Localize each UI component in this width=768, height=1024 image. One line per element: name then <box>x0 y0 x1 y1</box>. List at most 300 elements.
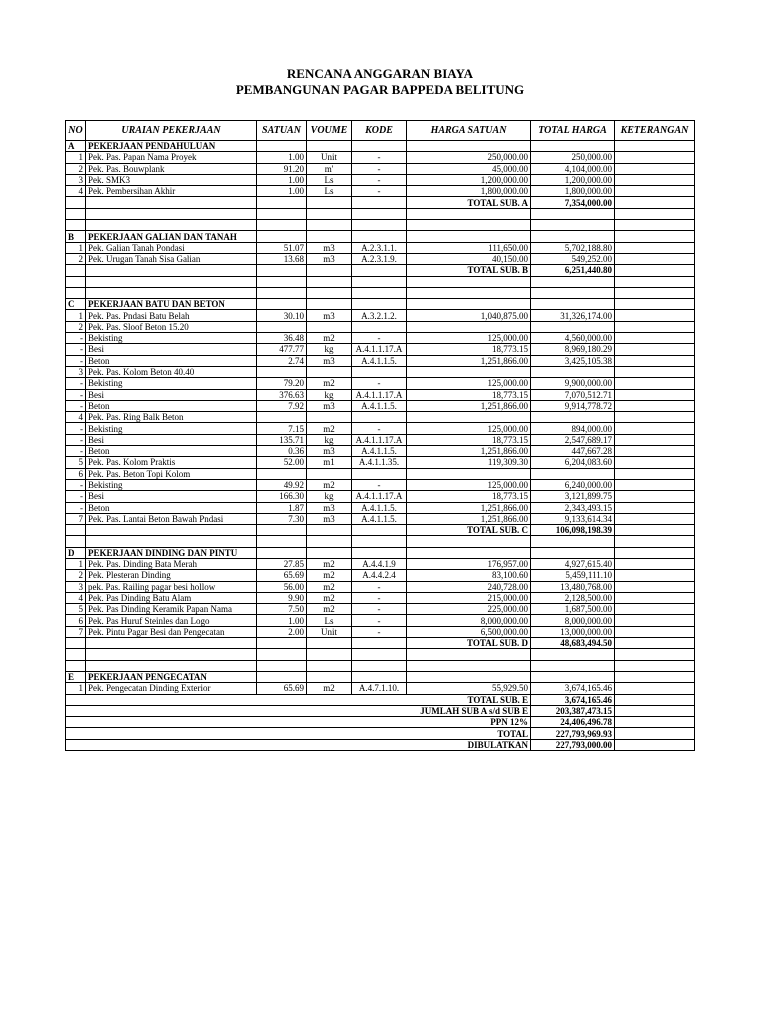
item-unit-price: 45,000.00 <box>407 163 531 174</box>
price-cell <box>407 220 531 231</box>
table-row <box>66 378 695 389</box>
item-unit: m1 <box>307 457 352 468</box>
volume-cell <box>307 231 352 242</box>
item-quantity: 1.00 <box>257 152 307 163</box>
blank-row <box>66 649 695 660</box>
item-unit: kg <box>307 344 352 355</box>
item-quantity: 52.00 <box>257 457 307 468</box>
volume-cell <box>307 208 352 219</box>
item-note <box>615 400 695 411</box>
item-description: Pek. Urugan Tanah Sisa Galian <box>86 253 257 264</box>
item-description: Pek. Pas. Bouwplank <box>86 163 257 174</box>
volume-cell <box>307 220 352 231</box>
note-cell <box>615 220 695 231</box>
item-unit-price: 1,200,000.00 <box>407 174 531 185</box>
item-number: 3 <box>66 581 86 592</box>
subtotal-row <box>66 265 695 276</box>
total-cell <box>531 649 615 660</box>
item-number: - <box>66 423 86 434</box>
item-quantity: 2.74 <box>257 355 307 366</box>
item-unit-price: 125,000.00 <box>407 378 531 389</box>
subtotal-value: 6,251,440.80 <box>531 265 615 276</box>
item-number: 4 <box>66 412 86 423</box>
item-quantity: 7.92 <box>257 400 307 411</box>
item-number: - <box>66 355 86 366</box>
table-row <box>66 242 695 253</box>
summary-value: 3,674,165.46 <box>531 694 615 705</box>
item-unit: Ls <box>307 174 352 185</box>
item-total-price: 894,000.00 <box>531 423 615 434</box>
note-cell <box>615 265 695 276</box>
item-unit-price: 8,000,000.00 <box>407 615 531 626</box>
item-unit: Ls <box>307 186 352 197</box>
item-total-price: 2,547,689.17 <box>531 434 615 445</box>
volume-cell <box>307 197 352 208</box>
item-description: Bekisting <box>86 479 257 490</box>
item-number: 1 <box>66 310 86 321</box>
price-cell <box>407 141 531 152</box>
item-code: A.4.7.1.10. <box>352 683 407 694</box>
item-code: - <box>352 152 407 163</box>
item-total-price: 1,200,000.00 <box>531 174 615 185</box>
unit-cell <box>257 547 307 558</box>
subtotal-value: 106,098,198.39 <box>531 525 615 536</box>
code-cell <box>352 141 407 152</box>
item-unit: kg <box>307 389 352 400</box>
desc-cell <box>86 208 257 219</box>
note-cell <box>615 141 695 152</box>
table-row <box>66 344 695 355</box>
item-unit: Unit <box>307 152 352 163</box>
item-unit: m3 <box>307 446 352 457</box>
desc-cell <box>86 660 257 671</box>
no-cell <box>66 208 86 219</box>
price-cell <box>407 649 531 660</box>
item-description: Beton <box>86 355 257 366</box>
item-code: A.4.1.1.17.A <box>352 434 407 445</box>
item-code: A.4.1.1.5. <box>352 502 407 513</box>
item-unit: m3 <box>307 513 352 524</box>
code-cell <box>352 299 407 310</box>
item-number: - <box>66 434 86 445</box>
item-quantity: 27.85 <box>257 558 307 569</box>
unit-cell <box>257 220 307 231</box>
total-cell <box>531 671 615 682</box>
table-row <box>66 333 695 344</box>
unit-cell <box>257 649 307 660</box>
summary-label: PPN 12% <box>66 717 531 728</box>
unit-cell <box>257 197 307 208</box>
section-letter: B <box>66 231 86 242</box>
item-unit-price: 83,100.60 <box>407 570 531 581</box>
desc-cell <box>86 197 257 208</box>
code-cell <box>352 525 407 536</box>
item-code: A.3.2.1.2. <box>352 310 407 321</box>
subtotal-label: TOTAL SUB. B <box>407 265 531 276</box>
table-row <box>66 163 695 174</box>
total-cell <box>531 536 615 547</box>
item-quantity: 0.36 <box>257 446 307 457</box>
item-description: Pek. Pembersihan Akhir <box>86 186 257 197</box>
item-code: A.4.1.1.17.A <box>352 491 407 502</box>
table-row <box>66 581 695 592</box>
note-cell <box>615 525 695 536</box>
item-unit: m3 <box>307 253 352 264</box>
item-note <box>615 491 695 502</box>
total-cell <box>531 276 615 287</box>
item-quantity: 56.00 <box>257 581 307 592</box>
table-body <box>66 141 695 751</box>
item-quantity: 13.68 <box>257 253 307 264</box>
code-cell <box>352 208 407 219</box>
table-row <box>66 152 695 163</box>
item-total-price: 3,674,165.46 <box>531 683 615 694</box>
item-code <box>352 468 407 479</box>
item-code: A.4.1.1.5. <box>352 446 407 457</box>
item-unit-price: 6,500,000.00 <box>407 626 531 637</box>
table-row <box>66 321 695 332</box>
item-unit: m2 <box>307 423 352 434</box>
item-description: Pek. SMK3 <box>86 174 257 185</box>
table-row <box>66 558 695 569</box>
item-number: 4 <box>66 592 86 603</box>
unit-cell <box>257 208 307 219</box>
code-cell <box>352 638 407 649</box>
item-number: 2 <box>66 570 86 581</box>
unit-cell <box>257 525 307 536</box>
item-note <box>615 333 695 344</box>
section-title: PEKERJAAN DINDING DAN PINTU <box>86 547 257 558</box>
section-letter: E <box>66 671 86 682</box>
volume-cell <box>307 649 352 660</box>
item-unit: m2 <box>307 479 352 490</box>
item-description: Besi <box>86 344 257 355</box>
item-unit: m2 <box>307 378 352 389</box>
item-quantity <box>257 366 307 377</box>
blank-row <box>66 276 695 287</box>
item-code: - <box>352 615 407 626</box>
total-cell <box>531 208 615 219</box>
item-unit-price <box>407 366 531 377</box>
item-unit-price: 1,800,000.00 <box>407 186 531 197</box>
note-cell <box>615 208 695 219</box>
item-number: 7 <box>66 626 86 637</box>
item-quantity: 7.30 <box>257 513 307 524</box>
item-note <box>615 174 695 185</box>
note-cell <box>615 299 695 310</box>
item-note <box>615 412 695 423</box>
item-total-price: 8,000,000.00 <box>531 615 615 626</box>
code-cell <box>352 197 407 208</box>
section-row <box>66 299 695 310</box>
summary-value: 24,406,496.78 <box>531 717 615 728</box>
code-cell <box>352 231 407 242</box>
price-cell <box>407 547 531 558</box>
subtotal-label: TOTAL SUB. D <box>407 638 531 649</box>
item-code: - <box>352 479 407 490</box>
item-unit-price <box>407 321 531 332</box>
item-total-price: 6,204,083.60 <box>531 457 615 468</box>
subtotal-label: TOTAL SUB. C <box>407 525 531 536</box>
item-total-price: 4,104,000.00 <box>531 163 615 174</box>
volume-cell <box>307 276 352 287</box>
item-note <box>615 344 695 355</box>
unit-cell <box>257 141 307 152</box>
item-quantity: 1.00 <box>257 174 307 185</box>
item-quantity: 7.15 <box>257 423 307 434</box>
item-quantity: 65.69 <box>257 570 307 581</box>
item-number: 5 <box>66 604 86 615</box>
col-header-no: NO <box>66 121 86 141</box>
item-unit-price: 215,000.00 <box>407 592 531 603</box>
item-number: 1 <box>66 242 86 253</box>
item-note <box>615 558 695 569</box>
table-row <box>66 615 695 626</box>
item-number: - <box>66 344 86 355</box>
item-code <box>352 321 407 332</box>
summary-row <box>66 739 695 750</box>
item-code: - <box>352 604 407 615</box>
price-cell <box>407 536 531 547</box>
summary-label: TOTAL <box>66 728 531 739</box>
volume-cell <box>307 638 352 649</box>
item-note <box>615 434 695 445</box>
item-number: 6 <box>66 615 86 626</box>
price-cell <box>407 671 531 682</box>
subtotal-row <box>66 525 695 536</box>
note-cell <box>615 671 695 682</box>
item-code <box>352 412 407 423</box>
item-note <box>615 321 695 332</box>
code-cell <box>352 649 407 660</box>
note-cell <box>615 197 695 208</box>
summary-label: TOTAL SUB. E <box>66 694 531 705</box>
item-code: A.4.1.1.17.A <box>352 389 407 400</box>
item-code: A.4.4.2.4 <box>352 570 407 581</box>
table-row <box>66 513 695 524</box>
item-unit-price: 18,773.15 <box>407 389 531 400</box>
table-row <box>66 626 695 637</box>
item-total-price: 4,927,615.40 <box>531 558 615 569</box>
item-quantity <box>257 412 307 423</box>
item-quantity: 7.50 <box>257 604 307 615</box>
item-total-price: 4,560,000.00 <box>531 333 615 344</box>
table-row <box>66 502 695 513</box>
item-unit: m2 <box>307 558 352 569</box>
item-description: Beton <box>86 446 257 457</box>
item-description: Pek. Pas. Lantai Beton Bawah Pndasi <box>86 513 257 524</box>
note-cell <box>615 287 695 298</box>
note-cell <box>615 276 695 287</box>
col-header-volume: VOUME <box>307 121 352 141</box>
item-description: Pek. Pas. Kolom Beton 40.40 <box>86 366 257 377</box>
item-code: - <box>352 423 407 434</box>
item-number: 2 <box>66 253 86 264</box>
item-unit: m2 <box>307 604 352 615</box>
item-description: Pek. Pas. Papan Nama Proyek <box>86 152 257 163</box>
unit-cell <box>257 287 307 298</box>
section-title: PEKERJAAN PENDAHULUAN <box>86 141 257 152</box>
item-note <box>615 604 695 615</box>
item-description: Pek. Pas. Pndasi Batu Belah <box>86 310 257 321</box>
item-unit <box>307 412 352 423</box>
item-note <box>615 615 695 626</box>
item-quantity: 477.77 <box>257 344 307 355</box>
item-unit-price <box>407 412 531 423</box>
summary-row <box>66 717 695 728</box>
table-row <box>66 389 695 400</box>
no-cell <box>66 525 86 536</box>
item-unit-price: 125,000.00 <box>407 479 531 490</box>
item-unit-price: 240,728.00 <box>407 581 531 592</box>
item-number: 7 <box>66 513 86 524</box>
item-quantity: 9.90 <box>257 592 307 603</box>
item-quantity: 1.87 <box>257 502 307 513</box>
item-total-price <box>531 321 615 332</box>
item-unit: m3 <box>307 242 352 253</box>
total-cell <box>531 141 615 152</box>
document-subtitle: PEMBANGUNAN PAGAR BAPPEDA BELITUNG <box>235 82 525 97</box>
no-cell <box>66 197 86 208</box>
col-header-keterangan: KETERANGAN <box>615 121 695 141</box>
item-code: - <box>352 581 407 592</box>
item-total-price: 5,702,188.80 <box>531 242 615 253</box>
subtotal-label: TOTAL SUB. A <box>407 197 531 208</box>
item-unit-price: 18,773.15 <box>407 491 531 502</box>
table-row <box>66 186 695 197</box>
item-number: 5 <box>66 457 86 468</box>
item-total-price: 9,914,778.72 <box>531 400 615 411</box>
item-total-price: 1,687,500.00 <box>531 604 615 615</box>
desc-cell <box>86 536 257 547</box>
table-row <box>66 355 695 366</box>
item-note <box>615 479 695 490</box>
item-unit <box>307 468 352 479</box>
item-description: Besi <box>86 434 257 445</box>
volume-cell <box>307 536 352 547</box>
table-row <box>66 683 695 694</box>
item-description: Bekisting <box>86 378 257 389</box>
item-description: Pek. Galian Tanah Pondasi <box>86 242 257 253</box>
item-number: 3 <box>66 174 86 185</box>
subtotal-row <box>66 197 695 208</box>
item-note <box>615 513 695 524</box>
table-row <box>66 400 695 411</box>
item-quantity: 166.30 <box>257 491 307 502</box>
price-cell <box>407 231 531 242</box>
item-code: A.4.1.1.17.A <box>352 344 407 355</box>
no-cell <box>66 660 86 671</box>
price-cell <box>407 276 531 287</box>
item-note <box>615 626 695 637</box>
price-cell <box>407 208 531 219</box>
item-total-price: 6,240,000.00 <box>531 479 615 490</box>
item-code: A.2.3.1.9. <box>352 253 407 264</box>
item-number: 1 <box>66 683 86 694</box>
item-note <box>615 163 695 174</box>
item-unit-price: 40,150.00 <box>407 253 531 264</box>
table-row <box>66 446 695 457</box>
blank-row <box>66 536 695 547</box>
price-cell <box>407 660 531 671</box>
item-code: - <box>352 163 407 174</box>
unit-cell <box>257 265 307 276</box>
item-unit-price: 176,957.00 <box>407 558 531 569</box>
summary-row <box>66 694 695 705</box>
item-description: Pek. Pas. Kolom Praktis <box>86 457 257 468</box>
no-cell <box>66 220 86 231</box>
item-code: A.4.1.1.5. <box>352 355 407 366</box>
code-cell <box>352 287 407 298</box>
item-description: Pek. Pas. Ring Balk Beton <box>86 412 257 423</box>
item-unit-price: 1,251,866.00 <box>407 513 531 524</box>
note-cell <box>615 739 695 750</box>
item-total-price <box>531 366 615 377</box>
item-number: 2 <box>66 321 86 332</box>
item-note <box>615 446 695 457</box>
item-unit-price: 1,251,866.00 <box>407 502 531 513</box>
item-quantity: 49.92 <box>257 479 307 490</box>
item-unit: m3 <box>307 400 352 411</box>
item-code: A.4.4.1.9 <box>352 558 407 569</box>
item-code: - <box>352 378 407 389</box>
note-cell <box>615 649 695 660</box>
item-quantity <box>257 321 307 332</box>
item-total-price: 8,969,180.29 <box>531 344 615 355</box>
unit-cell <box>257 231 307 242</box>
volume-cell <box>307 287 352 298</box>
desc-cell <box>86 276 257 287</box>
volume-cell <box>307 660 352 671</box>
note-cell <box>615 536 695 547</box>
total-cell <box>531 287 615 298</box>
volume-cell <box>307 547 352 558</box>
section-row <box>66 231 695 242</box>
item-unit: kg <box>307 434 352 445</box>
document-title: RENCANA ANGGARAN BIAYA <box>286 66 474 81</box>
item-total-price: 7,070,512.71 <box>531 389 615 400</box>
item-unit-price: 55,929.50 <box>407 683 531 694</box>
table-header-row <box>66 121 695 141</box>
blank-row <box>66 208 695 219</box>
no-cell <box>66 638 86 649</box>
item-unit: m2 <box>307 581 352 592</box>
item-unit-price: 1,251,866.00 <box>407 446 531 457</box>
unit-cell <box>257 299 307 310</box>
col-header-satuan: SATUAN <box>257 121 307 141</box>
total-cell <box>531 220 615 231</box>
note-cell <box>615 728 695 739</box>
item-code: - <box>352 174 407 185</box>
item-unit-price: 1,040,875.00 <box>407 310 531 321</box>
item-description: Pek. Pas. Dinding Bata Merah <box>86 558 257 569</box>
item-unit: m' <box>307 163 352 174</box>
item-note <box>615 683 695 694</box>
item-code: A.2.3.1.1. <box>352 242 407 253</box>
col-header-kode: KODE <box>352 121 407 141</box>
item-quantity: 36.48 <box>257 333 307 344</box>
section-title: PEKERJAAN PENGECATAN <box>86 671 257 682</box>
item-number: - <box>66 389 86 400</box>
item-unit-price: 1,251,866.00 <box>407 400 531 411</box>
item-total-price: 1,800,000.00 <box>531 186 615 197</box>
table-row <box>66 412 695 423</box>
item-total-price: 250,000.00 <box>531 152 615 163</box>
summary-label: DIBULATKAN <box>66 739 531 750</box>
item-note <box>615 366 695 377</box>
section-row <box>66 671 695 682</box>
desc-cell <box>86 649 257 660</box>
